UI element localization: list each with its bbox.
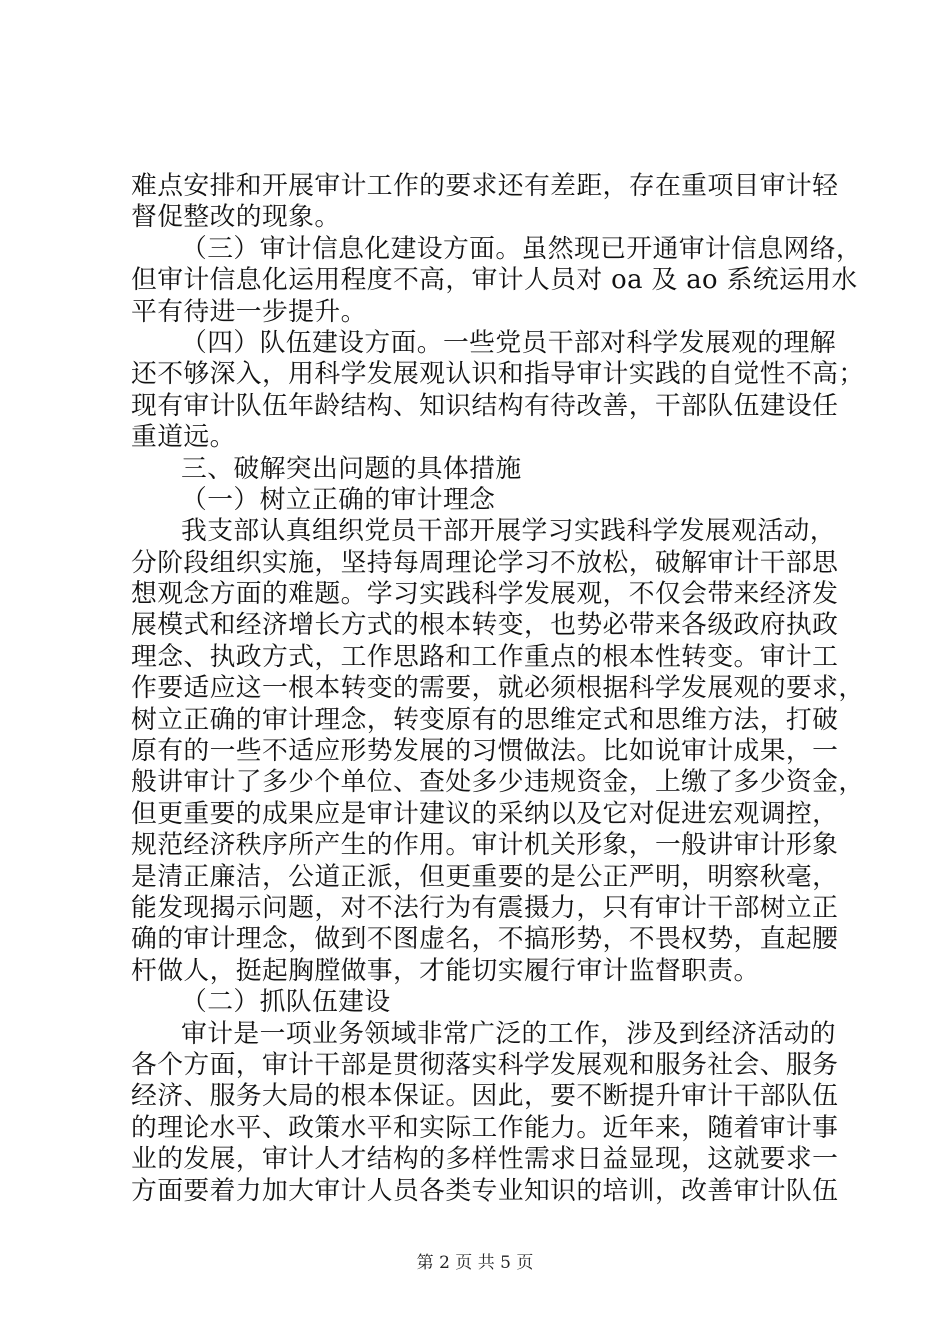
text-line: （一）树立正确的审计理念: [181, 484, 496, 515]
text-line: 确的审计理念，做到不图虚名，不搞形势，不畏权势，直起腰: [131, 924, 839, 955]
text-line: 各个方面，审计干部是贯彻落实科学发展观和服务社会、服务: [131, 1049, 839, 1080]
text-line: 理念、执政方式，工作思路和工作重点的根本性转变。审计工: [131, 641, 839, 672]
text-line: 能发现揭示问题，对不法行为有震摄力，只有审计干部树立正: [131, 892, 839, 923]
text-line: 规范经济秩序所产生的作用。审计机关形象，一般讲审计形象: [131, 830, 839, 861]
text-line: 作要适应这一根本转变的需要，就必须根据科学发展观的要求，: [131, 673, 865, 704]
text-line: 现有审计队伍年龄结构、知识结构有待改善，干部队伍建设任: [131, 390, 839, 421]
text-line: 但更重要的成果应是审计建议的采纳以及它对促进宏观调控，: [131, 798, 839, 829]
text-line: 是清正廉洁，公道正派，但更重要的是公正严明，明察秋毫，: [131, 861, 839, 892]
document-body: [131, 171, 865, 1207]
text-line: 杆做人，挺起胸膛做事，才能切实履行审计监督职责。: [131, 955, 760, 986]
text-line: 分阶段组织实施，坚持每周理论学习不放松，破解审计干部思: [131, 547, 839, 578]
text-line: 平有待进一步提升。: [131, 296, 367, 327]
text-line: 业的发展，审计人才结构的多样性需求日益显现，这就要求一: [131, 1144, 839, 1175]
text-line: 难点安排和开展审计工作的要求还有差距，存在重项目审计轻: [131, 171, 839, 201]
text-line: 但审计信息化运用程度不高，审计人员对 oa 及 ao 系统运用水: [131, 265, 858, 296]
text-line: 的理论水平、政策水平和实际工作能力。近年来，随着审计事: [131, 1112, 839, 1143]
text-line: 三、破解突出问题的具体措施: [181, 453, 522, 484]
page-number-label: 第 2 页 共 5 页: [416, 1253, 534, 1273]
page-footer: [0, 1248, 950, 1273]
text-line: 经济、服务大局的根本保证。因此，要不断提升审计干部队伍: [131, 1081, 839, 1112]
text-line: 原有的一些不适应形势发展的习惯做法。比如说审计成果，一: [131, 736, 839, 767]
text-line: 审计是一项业务领域非常广泛的工作，涉及到经济活动的: [181, 1018, 836, 1049]
text-line: 重道远。: [131, 422, 236, 453]
text-line: （二）抓队伍建设: [181, 987, 391, 1018]
text-line: 想观念方面的难题。学习实践科学发展观，不仅会带来经济发: [131, 579, 839, 610]
text-line: 树立正确的审计理念，转变原有的思维定式和思维方法，打破: [131, 704, 839, 735]
text-line: 还不够深入，用科学发展观认识和指导审计实践的自觉性不高；: [131, 359, 865, 390]
text-line: 督促整改的现象。: [131, 202, 341, 233]
text-line: 般讲审计了多少个单位、查处多少违规资金，上缴了多少资金，: [131, 767, 865, 798]
text-line: 我支部认真组织党员干部开展学习实践科学发展观活动，: [181, 516, 836, 547]
text-line: 方面要着力加大审计人员各类专业知识的培训，改善审计队伍: [131, 1175, 839, 1206]
text-line: （四）队伍建设方面。一些党员干部对科学发展观的理解: [181, 327, 836, 358]
text-line: 展模式和经济增长方式的根本转变，也势必带来各级政府执政: [131, 610, 839, 641]
text-line: （三）审计信息化建设方面。虽然现已开通审计信息网络，: [181, 233, 863, 264]
